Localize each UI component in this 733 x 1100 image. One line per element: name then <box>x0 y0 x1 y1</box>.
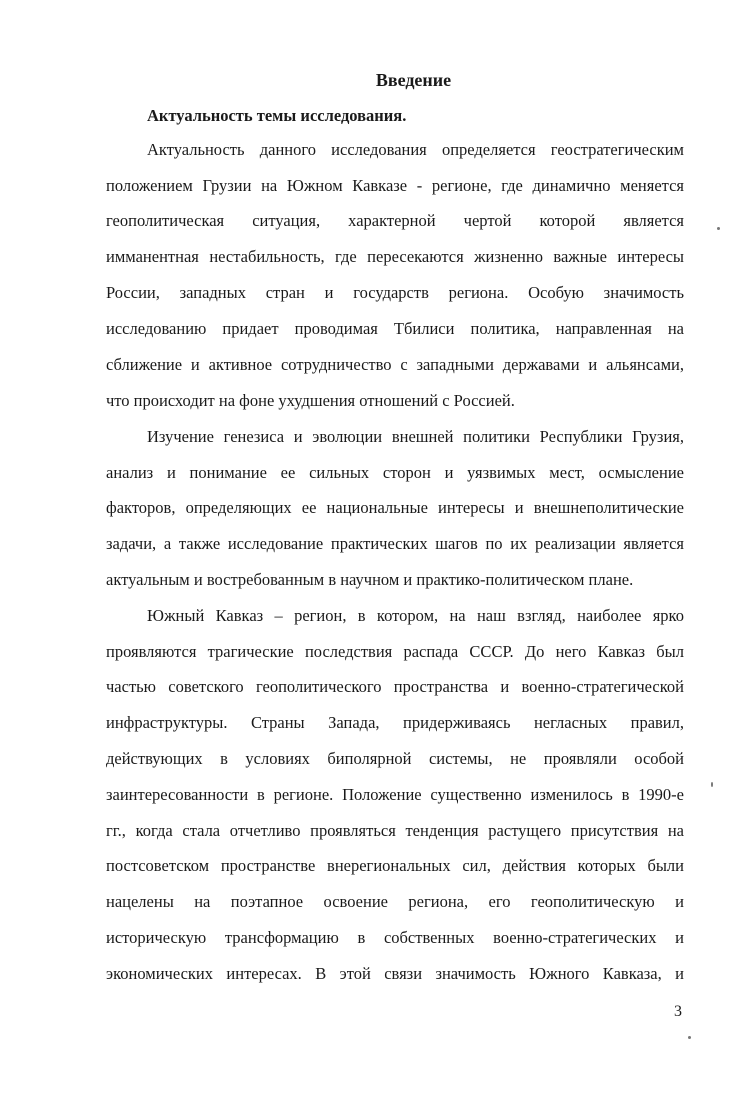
text-line: заинтересованности в регионе. Положение существенно изменилось в 1990-е <box>106 785 684 804</box>
text-line: историческую трансформацию в собственных военно-стратегических и <box>106 928 684 947</box>
text-line: имманентная нестабильность, где пересекаются жизненно важные интересы <box>106 247 684 266</box>
text-line: частью советского геополитического пространства и военно-стратегической <box>106 677 684 696</box>
scan-speck <box>688 1036 691 1039</box>
scan-speck <box>717 227 720 230</box>
page-title: Введение <box>375 70 452 90</box>
text-line: экономических интересах. В этой связи значимость Южного Кавказа, и <box>106 964 684 983</box>
scan-speck <box>711 782 713 787</box>
text-line: задачи, а также исследование практических шагов по их реализации является <box>106 534 684 553</box>
text-line: России, западных стран и государств региона. Особую значимость <box>106 283 684 302</box>
text-line: анализ и понимание ее сильных сторон и уязвимых мест, осмысление <box>106 463 684 482</box>
text-line: положением Грузии на Южном Кавказе - регионе, где динамично меняется <box>106 176 684 195</box>
text-line: проявляются трагические последствия распада СССР. До него Кавказ был <box>106 642 684 661</box>
text-line: Изучение генезиса и эволюции внешней политики Республики Грузия, <box>147 427 684 446</box>
text-line: гг., когда стала отчетливо проявляться тенденция растущего присутствия на <box>106 821 684 840</box>
text-line: постсоветском пространстве внерегиональных сил, действия которых были <box>106 856 684 875</box>
text-line: актуальным и востребованным в научном и практико-политическом плане. <box>106 570 634 589</box>
text-line: факторов, определяющих ее национальные интересы и внешнеполитические <box>106 498 684 517</box>
text-line: Актуальность данного исследования определяется геостратегическим <box>147 140 684 159</box>
text-line: сближение и активное сотрудничество с западными державами и альянсами, <box>106 355 684 374</box>
section-heading: Актуальность темы исследования. <box>147 106 407 125</box>
text-line: исследованию придает проводимая Тбилиси политика, направленная на <box>106 319 684 338</box>
page-number: 3 <box>674 1003 682 1020</box>
text-line: нацелены на поэтапное освоение региона, его геополитическую и <box>106 892 684 911</box>
text-line: геополитическая ситуация, характерной чертой которой является <box>106 211 684 230</box>
text-line: действующих в условиях биполярной системы, не проявляли особой <box>106 749 684 768</box>
text-line: Южный Кавказ – регион, в котором, на наш взгляд, наиболее ярко <box>147 606 684 625</box>
text-line: инфраструктуры. Страны Запада, придерживаясь негласных правил, <box>106 713 684 732</box>
text-line: что происходит на фоне ухудшения отношений с Россией. <box>106 391 515 410</box>
